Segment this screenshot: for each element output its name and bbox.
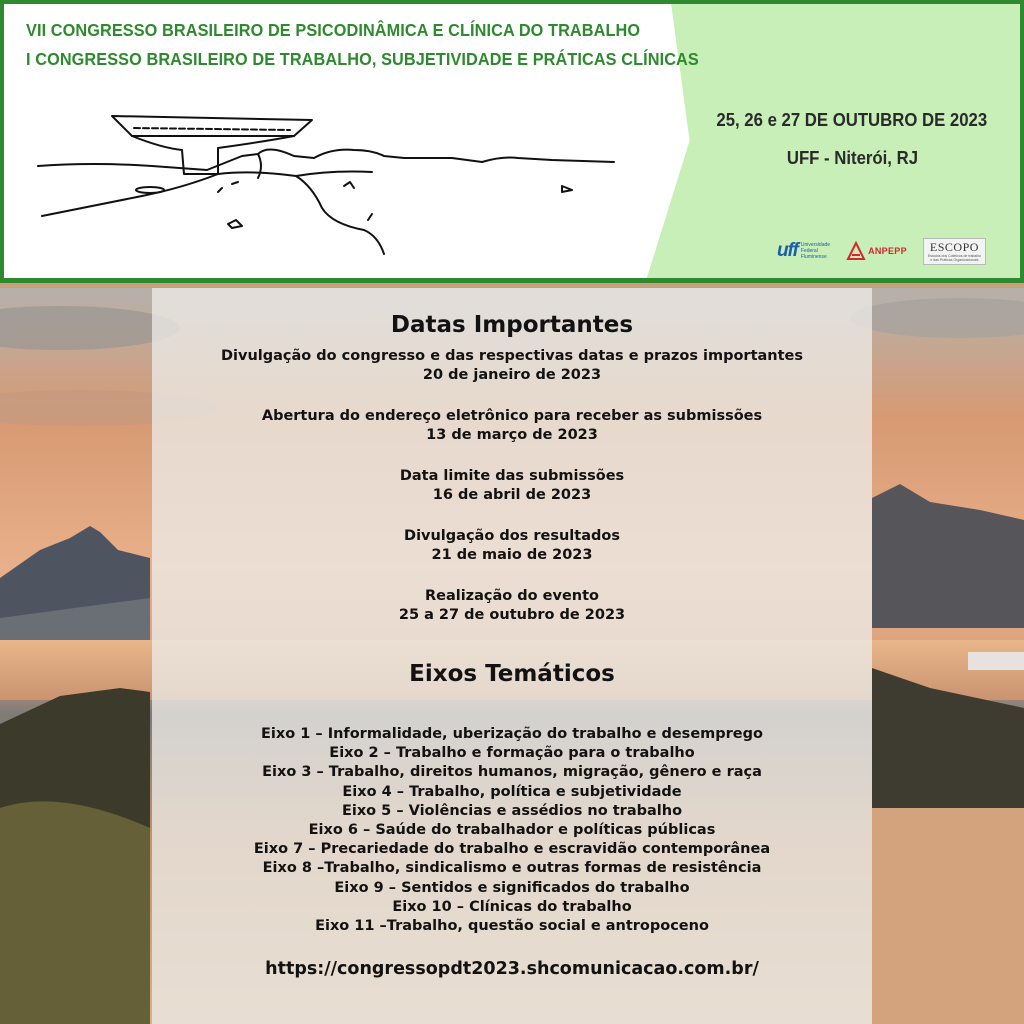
escopo-subtitle: Estudos dos Coletivos de trabalho: [927, 253, 981, 258]
niteroi-museum-sketch-icon: [32, 96, 622, 256]
congress-title-1: VII CONGRESSO BRASILEIRO DE PSICODINÂMICA E CLÍNICA DO TRABALHO: [26, 20, 641, 40]
sponsor-logos: [777, 235, 986, 267]
date-item: [152, 407, 872, 445]
uff-mark: uff: [776, 240, 798, 261]
date-item: [152, 587, 872, 625]
escopo-title: ESCOPO: [929, 239, 979, 254]
axis-item: Eixo 11 –Trabalho, questão social e antropoceno: [315, 918, 709, 935]
axis-item: Eixo 10 – Clínicas do trabalho: [392, 898, 632, 915]
axis-item: Eixo 5 – Violências e assédios no trabalho: [341, 802, 683, 819]
date-item: [152, 467, 872, 505]
congress-title-2: I CONGRESSO BRASILEIRO DE TRABALHO, SUBJETIVIDADE E PRÁTICAS CLÍNICAS: [26, 49, 699, 69]
congress-website-link[interactable]: https://congressopdt2023.shcomunicacao.com.br/: [265, 959, 759, 979]
axis-item: Eixo 4 – Trabalho, política e subjetividade: [342, 783, 682, 800]
date-item-label: Divulgação dos resultados: [404, 528, 620, 544]
axis-item: Eixo 2 – Trabalho e formação para o trabalho: [329, 745, 695, 762]
thematic-axes-heading: Eixos Temáticos: [409, 661, 615, 687]
anpepp-icon: [846, 241, 866, 261]
uff-text-line: Fluminense: [800, 254, 827, 260]
date-item-label: Abertura do endereço eletrônico para receber as submissões: [261, 408, 763, 424]
date-item-label: Data limite das submissões: [399, 468, 625, 484]
date-item-date: 25 a 27 de outubro de 2023: [398, 607, 626, 623]
date-item-label: Divulgação do congresso e das respectivas datas e prazos importantes: [220, 348, 804, 364]
date-item-label: Realização do evento: [424, 588, 600, 604]
escopo-logo: [923, 238, 986, 265]
date-item: [152, 527, 872, 565]
important-dates-list: [152, 347, 872, 647]
header-banner: [0, 0, 1024, 283]
date-item-date: 20 de janeiro de 2023: [422, 367, 602, 383]
beach-right: [872, 808, 1024, 1024]
thematic-axes-list: [152, 725, 872, 936]
important-dates-heading: Datas Importantes: [390, 312, 634, 338]
content-panel: [152, 288, 872, 1024]
axis-item: Eixo 9 – Sentidos e significados do trabalho: [334, 879, 690, 896]
escopo-subtitle: e das Práticas Organizacionais: [930, 257, 979, 262]
uff-logo: [777, 240, 830, 262]
axis-item: Eixo 6 – Saúde do trabalhador e políticas públicas: [308, 822, 716, 839]
axis-item: Eixo 3 – Trabalho, direitos humanos, migração, gênero e raça: [262, 764, 762, 781]
foreground-vegetation: [0, 801, 150, 1024]
date-item-date: 13 de março de 2023: [426, 427, 598, 443]
date-item-date: 21 de maio de 2023: [431, 547, 593, 563]
date-item: [152, 347, 872, 385]
event-location: UFF - Niterói, RJ: [786, 148, 918, 168]
ship: [968, 652, 1024, 670]
uff-text-line: Federal: [800, 248, 818, 254]
event-dates: 25, 26 e 27 DE OUTUBRO DE 2023: [716, 110, 987, 130]
anpepp-logo: [846, 241, 907, 261]
uff-logo-text: [801, 242, 830, 260]
axis-item: Eixo 7 – Precariedade do trabalho e escravidão contemporânea: [253, 841, 771, 858]
uff-text-line: Universidade: [800, 242, 831, 248]
axis-item: Eixo 8 –Trabalho, sindicalismo e outras formas de resistência: [262, 860, 762, 877]
anpepp-logo-text: ANPEPP: [868, 246, 907, 256]
axis-item: Eixo 1 – Informalidade, uberização do trabalho e desemprego: [261, 726, 763, 742]
date-item-date: 16 de abril de 2023: [432, 487, 592, 503]
